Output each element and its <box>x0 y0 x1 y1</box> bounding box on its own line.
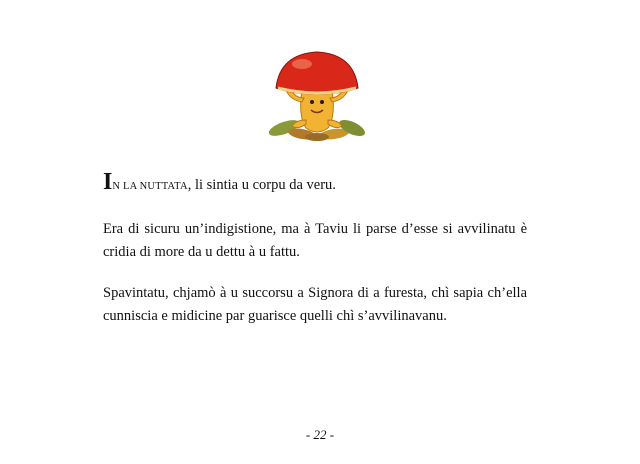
paragraph-1-text: , li sintia u corpu da veru. <box>187 177 336 193</box>
paragraph-3: Spavintatu, chjamò à u succorsu a Signora di a furesta, chì sapia ch’ella cunniscia e midicine par guarisce quelli chì s’avvilinavanu. <box>103 285 527 324</box>
page-number: - 22 - <box>305 427 335 442</box>
drop-cap: I <box>103 169 113 195</box>
paragraph-2: Era di sicuru un’indigistione, ma à Taviu li parse d’esse si avvilinatu è cridia di more da u dettu à u fattu. <box>103 221 527 260</box>
paragraph-1 <box>103 169 527 198</box>
mushroom-illustration <box>262 46 372 142</box>
mushroom-icon <box>262 46 372 142</box>
smallcaps-lead: N LA NUTTATA <box>112 181 188 192</box>
